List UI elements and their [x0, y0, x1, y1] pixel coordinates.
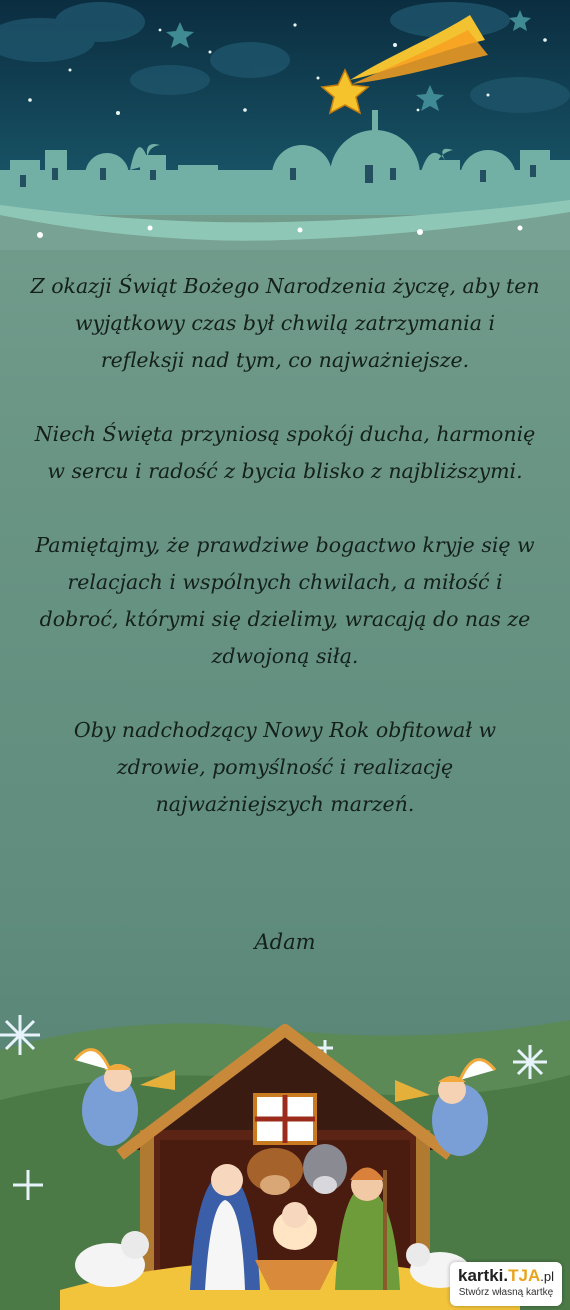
- greeting-message: [30, 268, 540, 860]
- brand-name: kartki.TJA.pl: [458, 1266, 554, 1285]
- brand-tagline: Stwórz własną kartkę: [458, 1287, 554, 1298]
- brand-logo[interactable]: [450, 1262, 562, 1306]
- night-sky-illustration: [0, 0, 570, 250]
- message-paragraph: Niech Święta przyniosą spokój ducha, harmonię w sercu i radość z bycia blisko z najbliższymi.: [34, 422, 536, 483]
- message-paragraph: Z okazji Świąt Bożego Narodzenia życzę, aby ten wyjątkowy czas był chwilą zatrzymania i refleksji nad tym, co najważniejsze.: [30, 274, 540, 372]
- signature: Adam: [254, 930, 316, 954]
- message-paragraph: Oby nadchodzący Nowy Rok obfitował w zdrowie, pomyślność i realizację najważniejszych marzeń.: [73, 718, 497, 816]
- message-paragraph: Pamiętajmy, że prawdziwe bogactwo kryje się w relacjach i wspólnych chwilach, a miłość i dobroć, którymi się dzielimy, wracają do nas ze zdwojoną siłą.: [35, 533, 535, 668]
